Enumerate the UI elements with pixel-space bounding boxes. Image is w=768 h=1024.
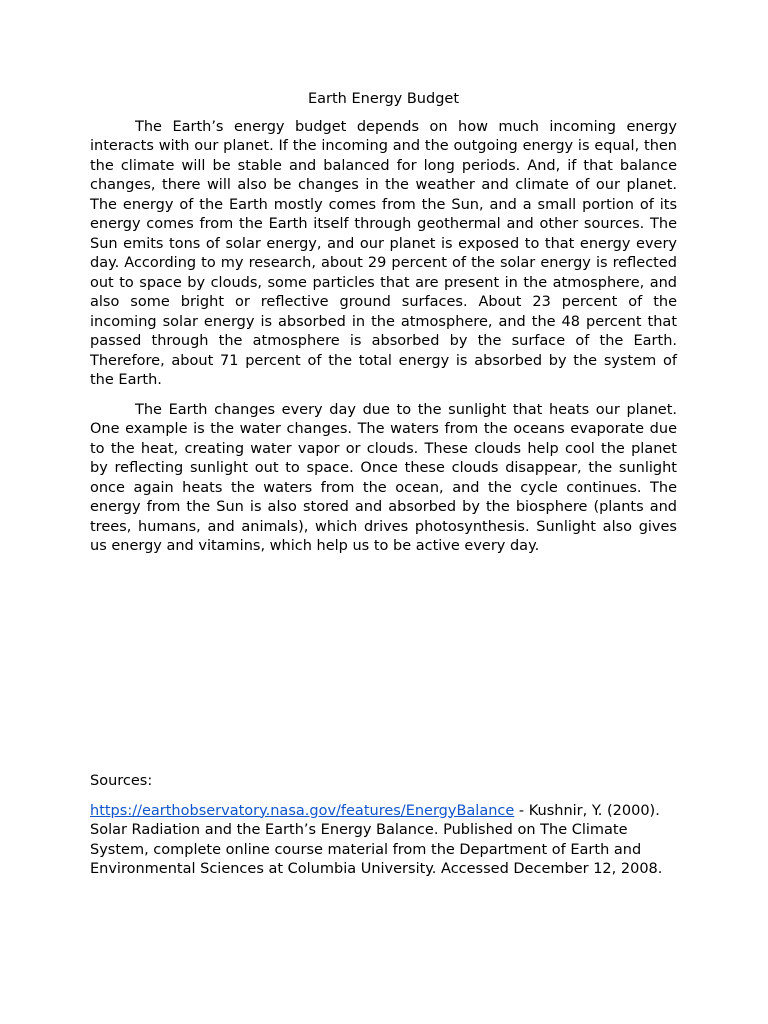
sources-section: [90, 772, 677, 880]
sources-heading: Sources:: [90, 773, 153, 789]
source-link[interactable]: https://earthobservatory.nasa.gov/features/EnergyBalance: [90, 802, 515, 819]
paragraph-1: The Earth’s energy budget depends on how much incoming energy interacts with our planet. If the incoming and the outgoing energy is equal, then the climate will be stable and balanced for long periods. And, if that balance changes, there will also be changes in the weather and climate of our planet. The energy of the Earth mostly comes from the Sun, and a small portion of its energy comes from the Earth itself through geothermal and other sources. The Sun emits tons of solar energy, and our planet is exposed to that energy every day. According to my research, about 29 percent of the solar energy is reflected out to space by clouds, some particles that are present in the atmosphere, and also some bright or reflective ground surfaces. About 23 percent of the incoming solar energy is absorbed in the atmosphere, and the 48 percent that passed through the atmosphere is absorbed by the surface of the Earth. Therefore, about 71 percent of the total energy is absorbed by the system of the Earth.: [90, 118, 677, 388]
paragraph-2: The Earth changes every day due to the sunlight that heats our planet. One example is the water changes. The waters from the oceans evaporate due to the heat, creating water vapor or clouds. These clouds help cool the planet by reflecting sunlight out to space. Once these clouds disappear, the sunlight once again heats the waters from the ocean, and the cycle continues. The energy from the Sun is also stored and absorbed by the biosphere (plants and trees, humans, and animals), which drives photosynthesis. Sunlight also gives us energy and vitamins, which help us to be active every day.: [90, 401, 677, 554]
citation-text: - Kushnir, Y. (2000). Solar Radiation and the Earth’s Energy Balance. Published on The Climate System, complete online course material from the Department of Earth and Environmental Sciences at Columbia University. Accessed December 12, 2008.: [90, 802, 663, 877]
citation: [90, 802, 677, 880]
document-body: [90, 90, 677, 567]
document-title: Earth Energy Budget: [307, 91, 460, 107]
